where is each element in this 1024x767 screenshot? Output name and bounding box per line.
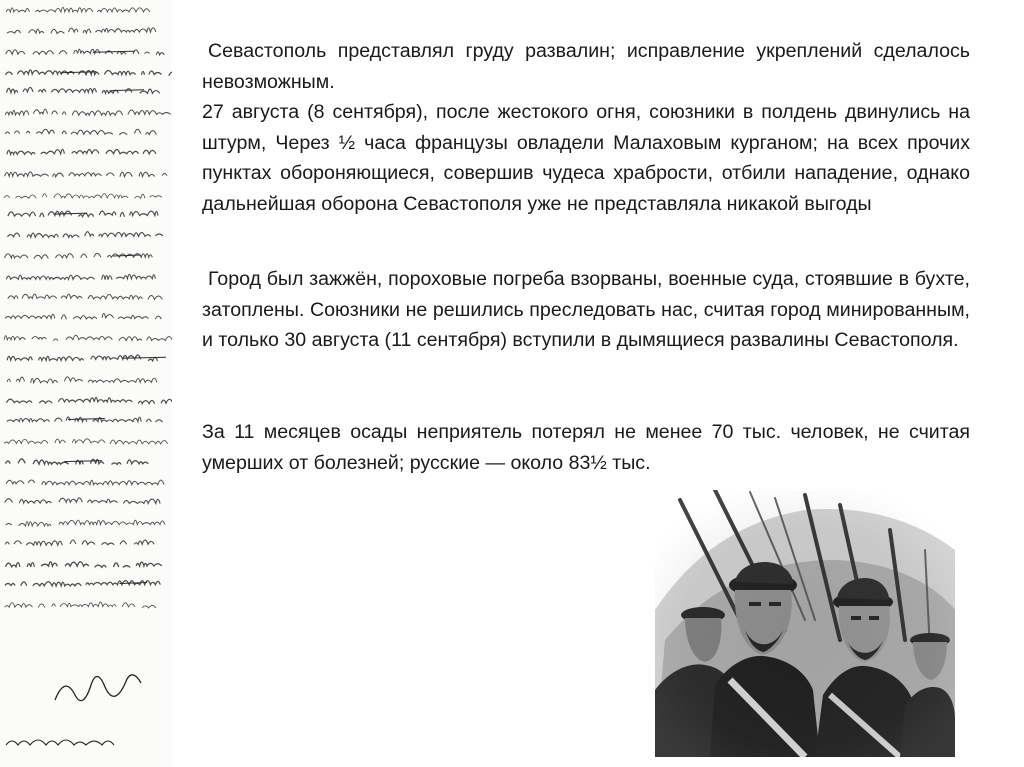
handwriting-line bbox=[5, 314, 161, 320]
handwriting-line bbox=[5, 540, 161, 545]
handwriting-line bbox=[7, 377, 157, 383]
handwriting-line bbox=[4, 439, 172, 444]
date-line-stroke bbox=[6, 740, 114, 745]
handwriting-line bbox=[7, 28, 156, 34]
handwriting-line bbox=[5, 129, 156, 135]
soldiers-illustration-image bbox=[655, 490, 955, 757]
signature-stroke bbox=[55, 675, 141, 701]
handwriting-line bbox=[8, 232, 168, 238]
handwriting-strikethrough bbox=[68, 419, 105, 420]
handwriting-line bbox=[7, 417, 167, 422]
paragraph-siege-losses: За 11 месяцев осады неприятель потерял не менее 70 тыс. человек, не считая умерших от болезней; русские — около 83½ тыс. bbox=[202, 421, 970, 474]
paragraph-city-burned: Город был зажжён, пороховые погреба взорваны, военные суда, стоявшие в бухте, затоплены. Союзники не решились преследовать нас, считая город минированным, и только 30 августа (11 сентября) вступили в дымящиеся развалины Севастополя. bbox=[202, 268, 970, 352]
handwriting-line bbox=[6, 7, 155, 12]
handwriting-line bbox=[7, 149, 163, 154]
soldiers-photo bbox=[655, 490, 955, 757]
text-block-3 bbox=[202, 417, 970, 478]
handwriting-line bbox=[6, 520, 165, 526]
paragraph-august-27-assault: 27 августа (8 сентября), после жестокого огня, союзники в полдень двинулись на штурм, Через ½ часа французы овладели Малаховым курганом; на всех прочих пунктах обороняющиеся, совершив чудеса храбрости, отбили нападение, однако дальнейшая оборона Севастополя уже не представляла никакой выгоды bbox=[202, 101, 970, 215]
handwriting-line bbox=[4, 194, 162, 199]
handwriting-line bbox=[6, 70, 173, 76]
handwriting-line bbox=[5, 253, 159, 258]
handwriting-line bbox=[8, 294, 163, 299]
handwriting-line bbox=[5, 172, 167, 177]
handwriting-line bbox=[6, 274, 155, 279]
handwriting-line bbox=[6, 480, 170, 485]
handwriting-line bbox=[6, 398, 172, 404]
handwriting-line bbox=[5, 602, 156, 608]
handwriting-line bbox=[4, 335, 172, 340]
handwritten-manuscript bbox=[0, 0, 172, 767]
handwriting-line bbox=[5, 109, 170, 115]
handwriting-line bbox=[5, 562, 161, 568]
text-block-1 bbox=[202, 36, 970, 220]
handwriting-line bbox=[5, 498, 160, 504]
handwriting-line bbox=[6, 49, 165, 55]
text-block-2 bbox=[202, 264, 970, 356]
paragraph-sevastopol-ruins: Севастополь представлял груду развалин; исправление укреплений сделалось невозможным. bbox=[202, 40, 970, 93]
handwriting-line bbox=[8, 211, 158, 217]
manuscript-handwriting-image bbox=[0, 0, 172, 767]
